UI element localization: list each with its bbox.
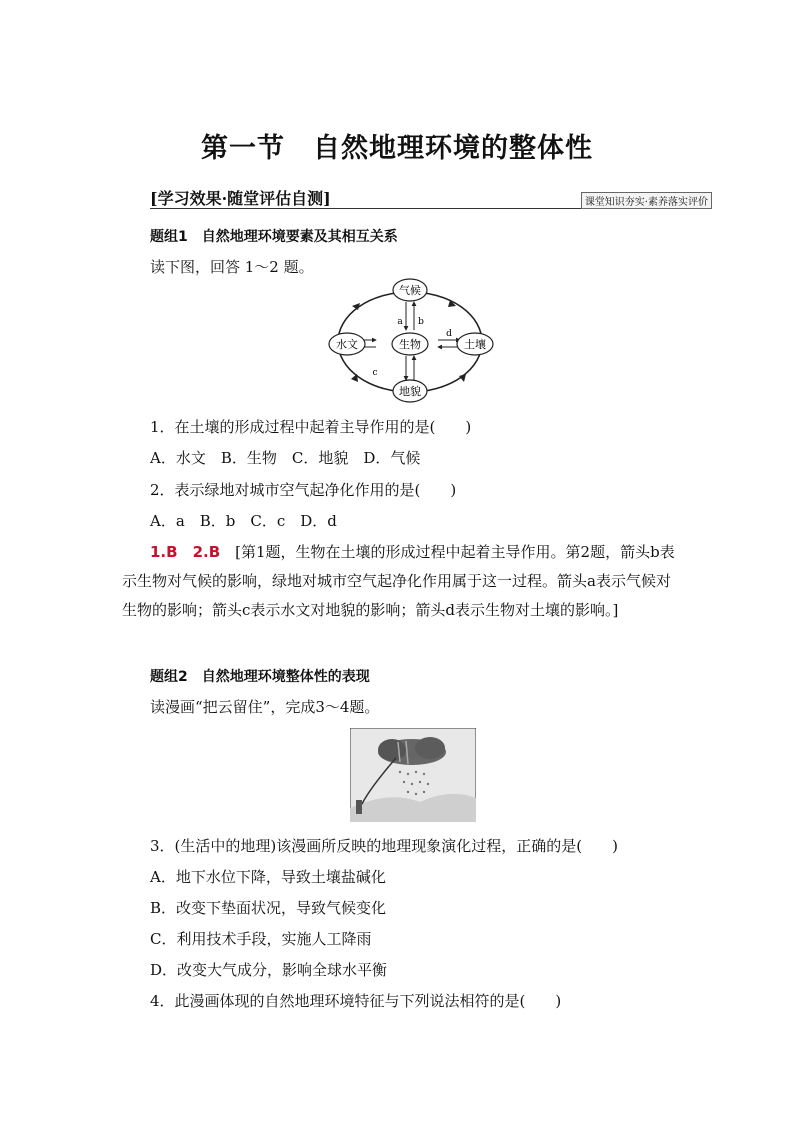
arrow-label-b: b [418,317,424,327]
arrow-label-c: c [372,368,378,378]
node-climate-label: 气候 [399,284,421,297]
node-hydrology-label: 水文 [336,338,358,351]
question-1-options: A．水文 B．生物 C．地貌 D．气候 [150,449,421,467]
question-2-options: A．a B．b C．c D．d [150,512,337,530]
node-soil-label: 土壤 [464,338,486,351]
answer-block [122,538,682,625]
group2-intro: 读漫画“把云留住”，完成3～4题。 [150,698,380,716]
question-3-option-b: B．改变下垫面状况，导致气候变化 [150,899,387,917]
page-title: 第一节 自然地理环境的整体性 [201,133,593,164]
question-3-option-c: C．利用技术手段，实施人工降雨 [150,930,372,948]
group1-heading: 题组1 自然地理环境要素及其相互关系 [150,229,398,245]
answer-key: 1.B 2.B [150,543,221,561]
question-1: 1．在土壤的形成过程中起着主导作用的是( ) [150,418,472,436]
question-3-option-a: A．地下水位下降，导致土壤盐碱化 [150,868,386,886]
arrow-label-a: a [397,317,403,327]
group2-heading: 题组2 自然地理环境整体性的表现 [150,669,370,685]
section-header [150,186,712,209]
question-4: 4．此漫画体现的自然地理环境特征与下列说法相符的是( ) [150,992,562,1010]
geography-cycle-diagram [300,272,520,410]
answer-explanation: [第1题，生物在土壤的形成过程中起着主导作用。第2题，箭头b表示生物对气候的影响，绿地对城市空气起净化作用属于这一过程。箭头a表示气候对生物的影响；箭头c表示水文对地貌的影响；箭头d表示生物对土壤的影响。] [122,543,675,619]
cartoon-keep-clouds [350,728,476,822]
section-label: [学习效果·随堂评估自测] [150,189,331,208]
node-landform-label: 地貌 [399,385,421,398]
node-biology-label: 生物 [399,338,421,351]
cartoon-illustration [350,728,476,822]
group1-intro: 读下图，回答 1～2 题。 [150,258,314,276]
question-3: 3．(生活中的地理)该漫画所反映的地理现象演化过程，正确的是( ) [150,837,618,855]
question-3-option-d: D．改变大气成分，影响全球水平衡 [150,961,388,979]
question-2: 2．表示绿地对城市空气起净化作用的是( ) [150,481,457,499]
section-tag: 课堂知识夯实·素养落实评价 [581,192,712,209]
diagram-svg [300,272,520,410]
arrow-label-d: d [446,329,452,339]
